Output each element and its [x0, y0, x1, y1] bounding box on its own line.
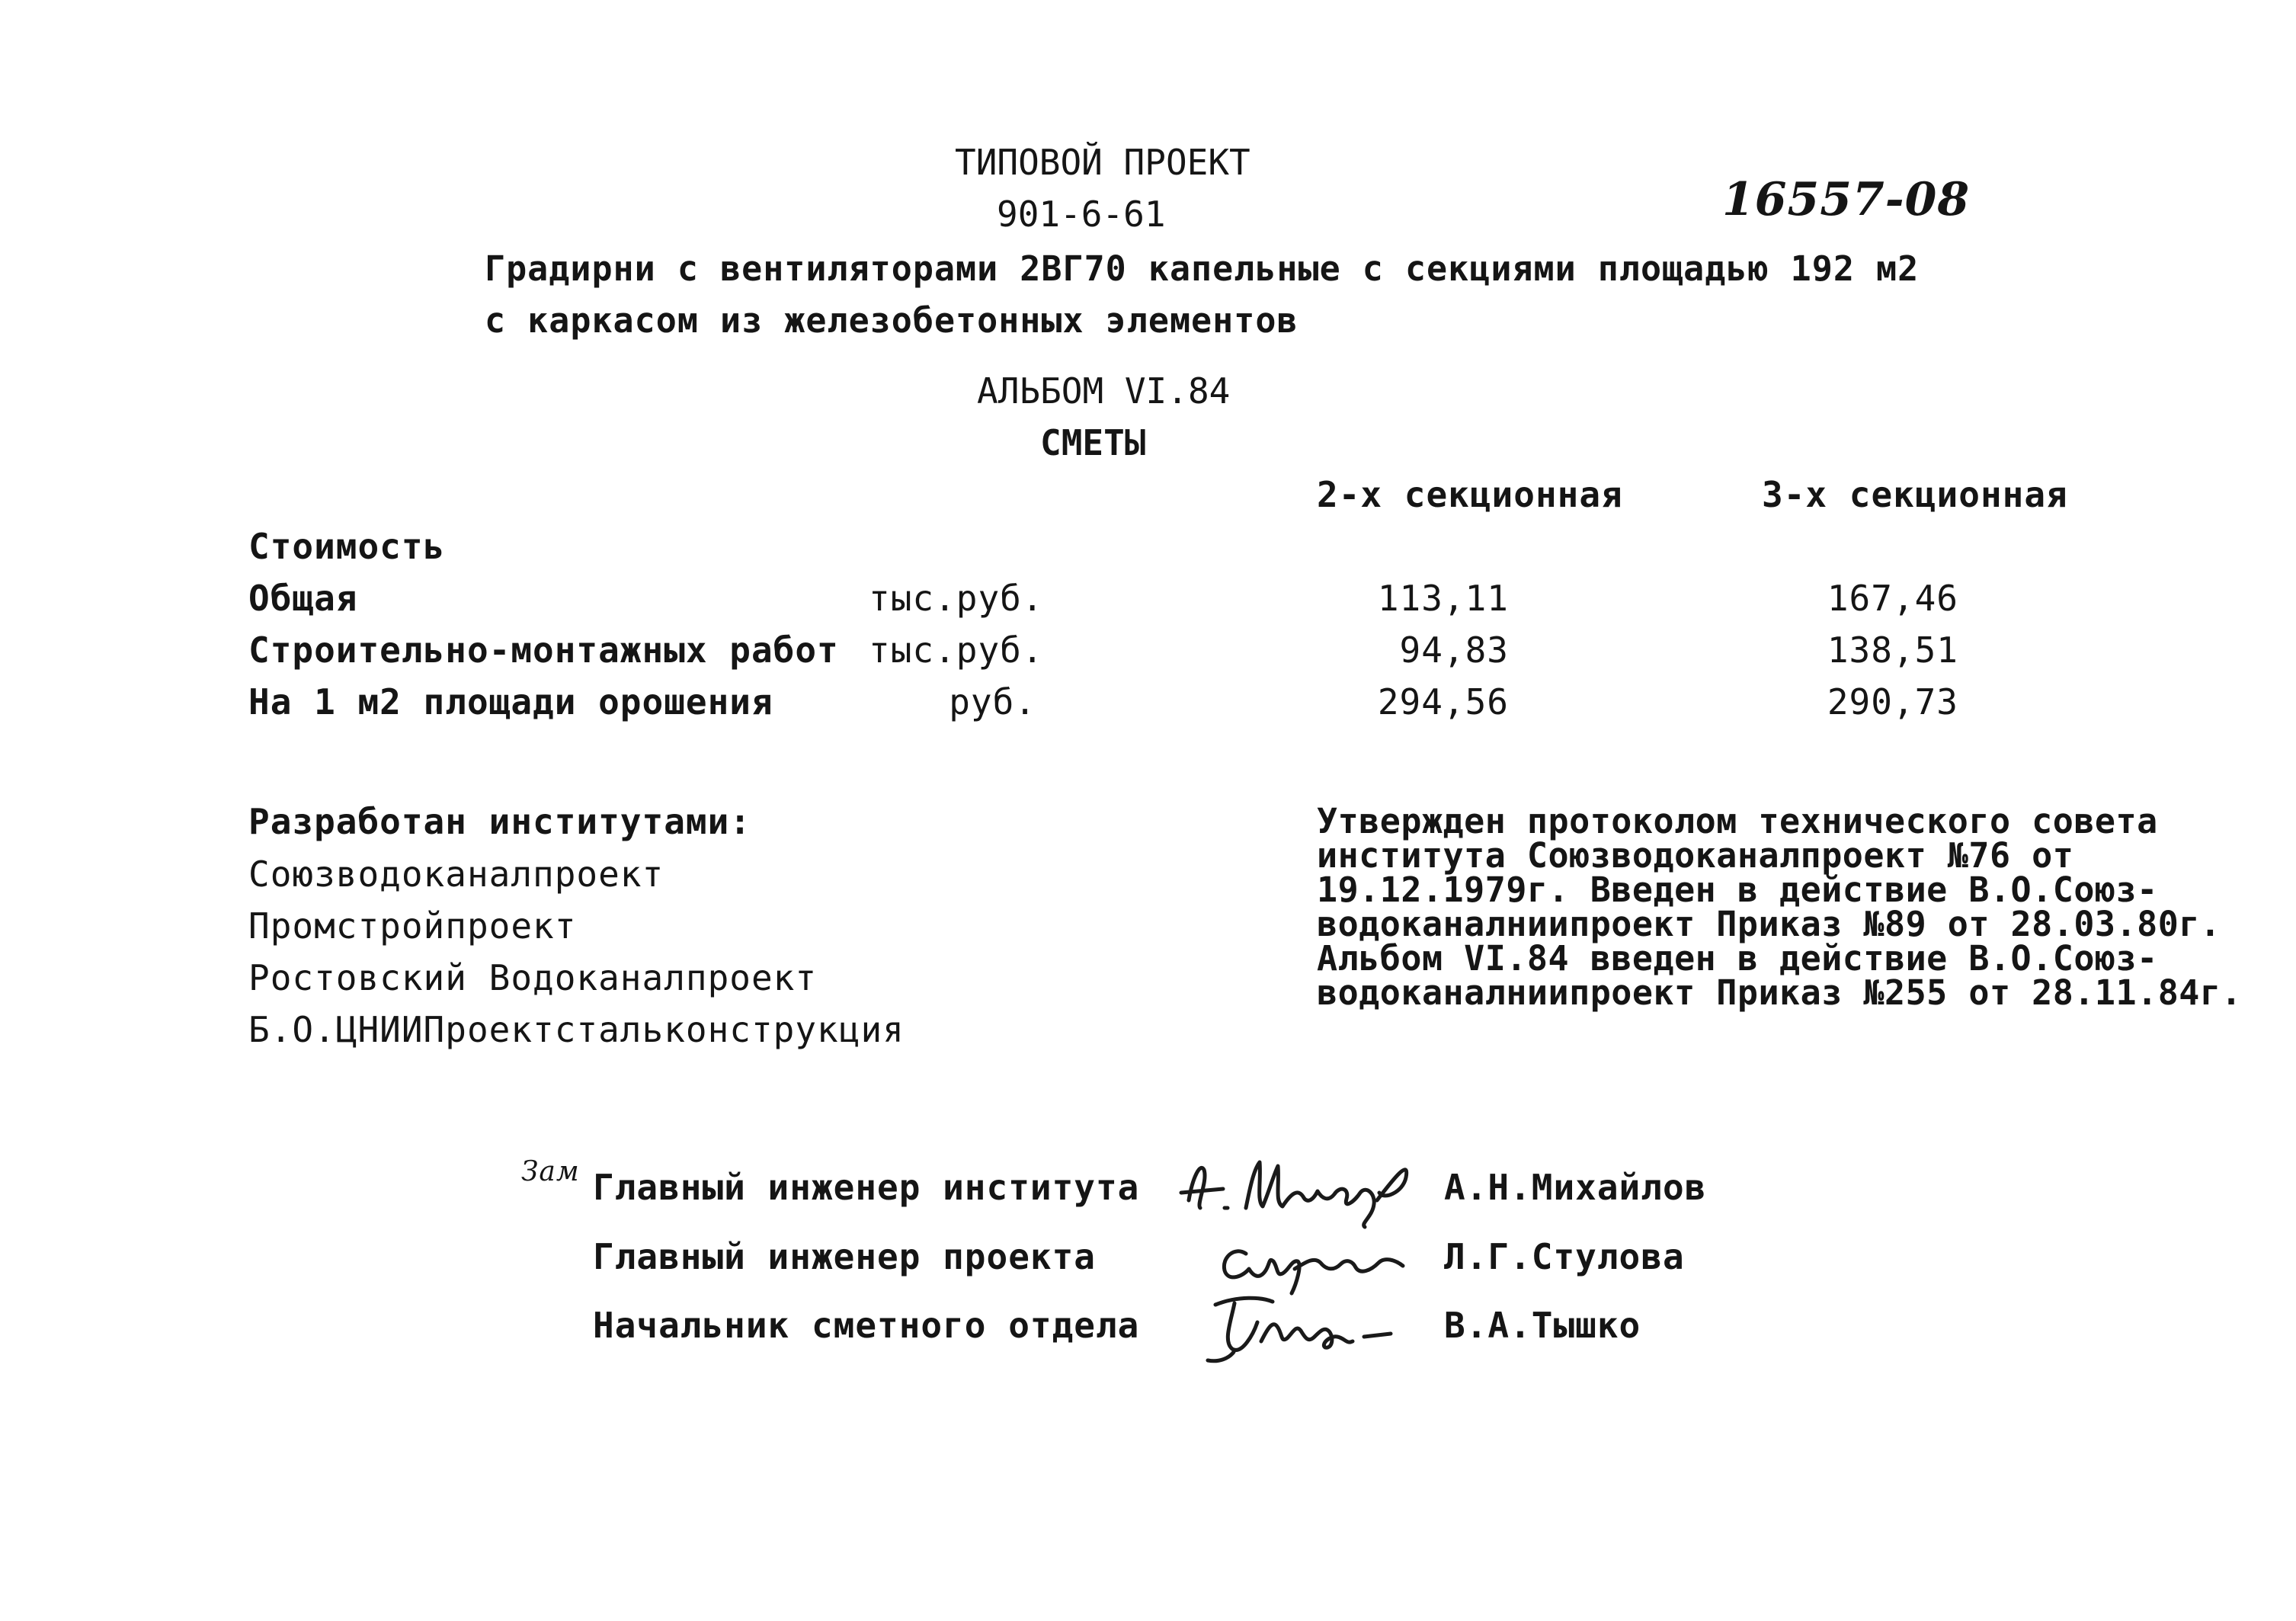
signature-position: Главный инженер института [593, 1167, 1140, 1208]
row-label-total: Общая [248, 578, 358, 619]
row-value-total-2: 113,11 [1377, 578, 1509, 619]
signatory-name: А.Н.Михайлов [1444, 1167, 1707, 1208]
signature-mikhailov [1177, 1147, 1436, 1231]
row-label-per-m2: На 1 м2 площади орошения [248, 681, 773, 722]
approval-line: института Союзводоканалпроект №76 от [1317, 835, 2074, 876]
handwritten-number: 16557-08 [1722, 173, 1971, 226]
approval-line: 19.12.1979г. Введен в действие В.О.Союз- [1317, 870, 2158, 910]
handwritten-prefix: Зам [521, 1156, 580, 1187]
title-line-1: Градирни с вентиляторами 2ВГ70 капельные с секциями площадью 192 м2 [485, 248, 1920, 289]
developer-item: Союзводоканалпроект [248, 854, 664, 895]
signatory-name: В.А.Тышко [1444, 1305, 1641, 1346]
row-value-per-m2-3: 290,73 [1827, 681, 1958, 722]
row-value-construction-2: 94,83 [1399, 629, 1509, 671]
developer-item: Промстройпроект [248, 905, 577, 947]
developer-item: Ростовский Водоканалпроект [248, 957, 818, 998]
document-type: ТИПОВОЙ ПРОЕКТ [955, 142, 1250, 183]
row-value-construction-3: 138,51 [1827, 629, 1958, 671]
row-label-construction: Строительно-монтажных работ [248, 629, 839, 671]
column-header-2-section: 2-х секционная [1317, 474, 1623, 515]
section-title: СМЕТЫ [1040, 422, 1146, 463]
signature-tyshko [1200, 1288, 1398, 1372]
approval-line: Утвержден протоколом технического совета [1317, 801, 2158, 841]
row-value-total-3: 167,46 [1827, 578, 1958, 619]
approval-line: водоканалниипроект Приказ №255 от 28.11.84г. [1317, 972, 2243, 1013]
developers-heading: Разработан институтами: [248, 801, 751, 842]
title-line-2: с каркасом из железобетонных элементов [485, 300, 1299, 341]
signature-position: Главный инженер проекта [593, 1236, 1096, 1277]
approval-note [1317, 801, 2243, 1013]
signatory-name: Л.Г.Стулова [1444, 1236, 1685, 1277]
approval-line: водоканалниипроект Приказ №89 от 28.03.80г. [1317, 904, 2221, 944]
column-header-3-section: 3-х секционная [1762, 474, 2068, 515]
approval-line: Альбом VI.84 введен в действие В.О.Союз- [1317, 938, 2158, 979]
row-unit-construction: тыс.руб. [869, 629, 1044, 671]
developer-item: Б.О.ЦНИИПроектстальконструкция [248, 1009, 905, 1050]
project-code: 901-6-61 [997, 194, 1166, 235]
row-value-per-m2-2: 294,56 [1377, 681, 1509, 722]
cost-heading: Стоимость [248, 526, 446, 567]
row-unit-total: тыс.руб. [869, 578, 1044, 619]
album-title: АЛЬБОМ VI.84 [977, 370, 1231, 412]
signature-position: Начальник сметного отдела [593, 1305, 1140, 1346]
row-unit-per-m2: руб. [949, 681, 1036, 722]
